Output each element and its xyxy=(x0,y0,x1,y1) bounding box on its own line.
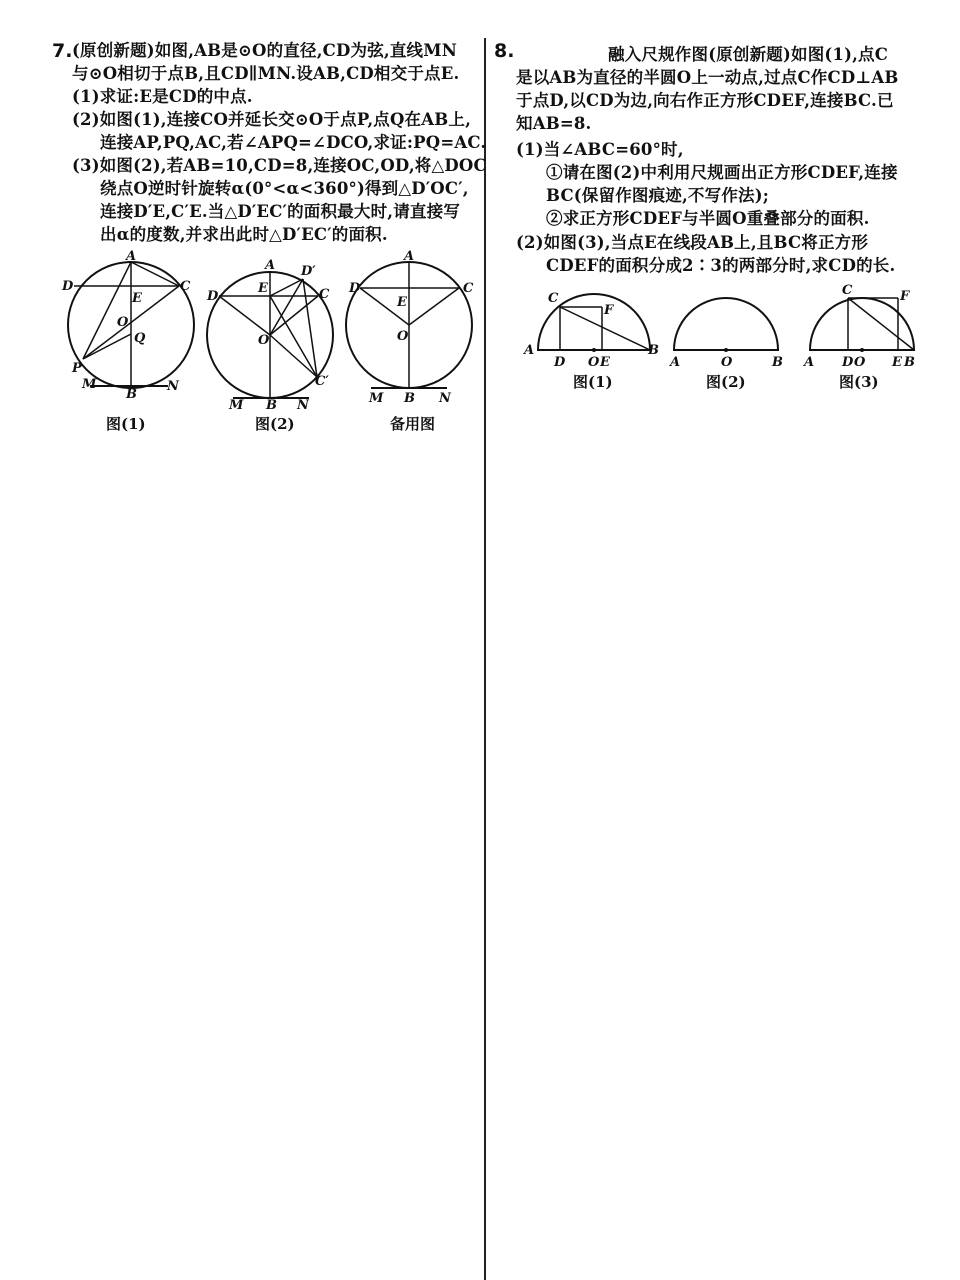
q7-fig3-label-C: C xyxy=(463,281,474,296)
q7-fig1-label-P: P xyxy=(72,361,82,376)
q7-line-1: (原创新题)如图,AB是⊙O的直径,CD为弦,直线MN xyxy=(72,41,457,60)
q8-fig2-label-B: B xyxy=(772,355,783,370)
q7-fig2-segment-DpCp xyxy=(303,279,317,377)
q7-fig3-label-E: E xyxy=(397,295,407,310)
question-8-number: 8. xyxy=(494,40,515,62)
q7-fig3-label-O: O xyxy=(397,329,409,344)
q8-line-9: (2)如图(3),当点E在线段AB上,且BC将正方形 xyxy=(516,233,869,252)
q8-fig3-label-O: O xyxy=(854,355,866,370)
question-7-number: 7. xyxy=(52,40,73,62)
q7-fig2-segment-OCp xyxy=(270,335,317,377)
q7-fig2-segment-ECp xyxy=(270,296,317,377)
q8-fig1-label-E: E xyxy=(600,355,610,370)
q7-fig2-segment-OD xyxy=(219,296,270,335)
q7-fig1-segment-PQ xyxy=(83,334,131,359)
q8-fig3-label-F: F xyxy=(900,289,910,304)
q8-figure-3 xyxy=(800,283,940,370)
q7-figure-2 xyxy=(205,257,345,413)
q8-fig3-caption: 图(3) xyxy=(839,373,879,391)
q8-line-4: 知AB=8. xyxy=(516,114,592,133)
q7-line-9: 出α的度数,并求出此时△D′EC′的面积. xyxy=(100,225,388,244)
q8-line-8: ②求正方形CDEF与半圆O重叠部分的面积. xyxy=(546,209,870,228)
column-divider xyxy=(484,38,486,1280)
q8-fig3-label-B: B xyxy=(904,355,915,370)
q7-fig2-caption: 图(2) xyxy=(255,415,295,433)
q8-line-5: (1)当∠ABC=60°时, xyxy=(516,140,684,159)
q7-figure-1 xyxy=(62,249,204,402)
q7-fig1-segment-AC xyxy=(131,262,179,286)
q7-fig2-label-E: E xyxy=(258,281,268,296)
q8-fig3-center-dot xyxy=(860,348,864,352)
q7-fig3-label-D: D xyxy=(349,281,361,296)
q7-fig1-label-B: B xyxy=(126,387,137,402)
q7-fig1-label-D: D xyxy=(62,279,74,294)
q7-fig2-label-O: O xyxy=(258,333,270,348)
q7-fig2-label-Cp: C′ xyxy=(315,374,329,389)
q7-fig2-label-C: C xyxy=(319,287,330,302)
q7-line-4: (2)如图(1),连接CO并延长交⊙O于点P,点Q在AB上, xyxy=(72,110,472,129)
q7-fig2-label-Dp: D′ xyxy=(301,264,316,279)
q8-fig1-label-O: O xyxy=(588,355,600,370)
q7-fig2-label-N: N xyxy=(297,398,309,413)
q7-fig3-label-B: B xyxy=(404,391,415,406)
q7-fig2-label-A: A xyxy=(265,258,276,273)
q7-fig1-label-E: E xyxy=(132,291,142,306)
q7-fig1-label-N: N xyxy=(167,379,179,394)
q8-line-10: CDEF的面积分成2∶3的两部分时,求CD的长. xyxy=(546,256,896,275)
q8-fig1-center-dot xyxy=(592,348,596,352)
q8-fig1-label-F: F xyxy=(604,303,614,318)
q8-fig2-semicircle xyxy=(674,298,778,350)
q8-fig1-caption: 图(1) xyxy=(573,373,613,391)
q8-fig1-label-B: B xyxy=(648,343,659,358)
q7-fig3-segment-OC xyxy=(409,288,459,325)
q8-fig3-label-D: D xyxy=(842,355,854,370)
q7-line-6: (3)如图(2),若AB=10,CD=8,连接OC,OD,将△DOC xyxy=(72,156,487,175)
q7-fig2-label-D: D xyxy=(207,289,219,304)
q8-fig2-label-O: O xyxy=(721,355,733,370)
q8-figure-1 xyxy=(520,290,660,370)
q7-fig1-caption: 图(1) xyxy=(106,415,146,433)
q8-fig2-caption: 图(2) xyxy=(706,373,746,391)
q7-line-8: 连接D′E,C′E.当△D′EC′的面积最大时,请直接写 xyxy=(100,202,461,221)
q8-line-6: ①请在图(2)中利用尺规画出正方形CDEF,连接 xyxy=(546,163,898,182)
q8-fig1-label-C: C xyxy=(548,291,559,306)
q7-fig3-label-N: N xyxy=(439,391,451,406)
q7-fig3-label-M: M xyxy=(369,391,384,406)
q8-line-1: 融入尺规作图(原创新题)如图(1),点C xyxy=(608,45,889,64)
q8-fig1-label-D: D xyxy=(554,355,566,370)
q8-line-3: 于点D,以CD为边,向右作正方形CDEF,连接BC.已 xyxy=(516,91,894,110)
q8-fig1-label-A: A xyxy=(524,343,535,358)
q8-fig3-segment-BC xyxy=(848,298,914,350)
q8-line-7: BC(保留作图痕迹,不写作法); xyxy=(546,186,770,205)
q7-fig3-label-A: A xyxy=(404,249,415,264)
q8-fig3-label-A: A xyxy=(804,355,815,370)
q8-fig3-label-C: C xyxy=(842,283,853,298)
q7-spare-figure xyxy=(345,249,485,406)
q8-fig2-center-dot xyxy=(724,348,728,352)
q7-spare-caption: 备用图 xyxy=(390,415,436,433)
q8-figure-2 xyxy=(660,290,800,370)
q7-line-5: 连接AP,PQ,AC,若∠APQ=∠DCO,求证:PQ=AC. xyxy=(100,133,487,152)
q7-fig1-label-M: M xyxy=(82,377,97,392)
q7-fig1-label-C: C xyxy=(180,279,191,294)
q7-fig1-label-Q: Q xyxy=(134,331,146,346)
q7-line-7: 绕点O逆时针旋转α(0°<α<360°)得到△D′OC′, xyxy=(100,179,469,198)
q7-line-2: 与⊙O相切于点B,且CD∥MN.设AB,CD相交于点E. xyxy=(72,64,460,83)
q8-fig3-label-E: E xyxy=(892,355,902,370)
q8-line-2: 是以AB为直径的半圆O上一动点,过点C作CD⊥AB xyxy=(516,68,899,87)
q8-fig2-label-A: A xyxy=(670,355,681,370)
q7-fig2-label-M: M xyxy=(229,398,244,413)
q7-fig1-label-O: O xyxy=(117,315,129,330)
q7-line-3: (1)求证:E是CD的中点. xyxy=(72,87,253,106)
q7-fig1-label-A: A xyxy=(126,249,137,264)
q7-fig2-label-B: B xyxy=(266,398,277,413)
